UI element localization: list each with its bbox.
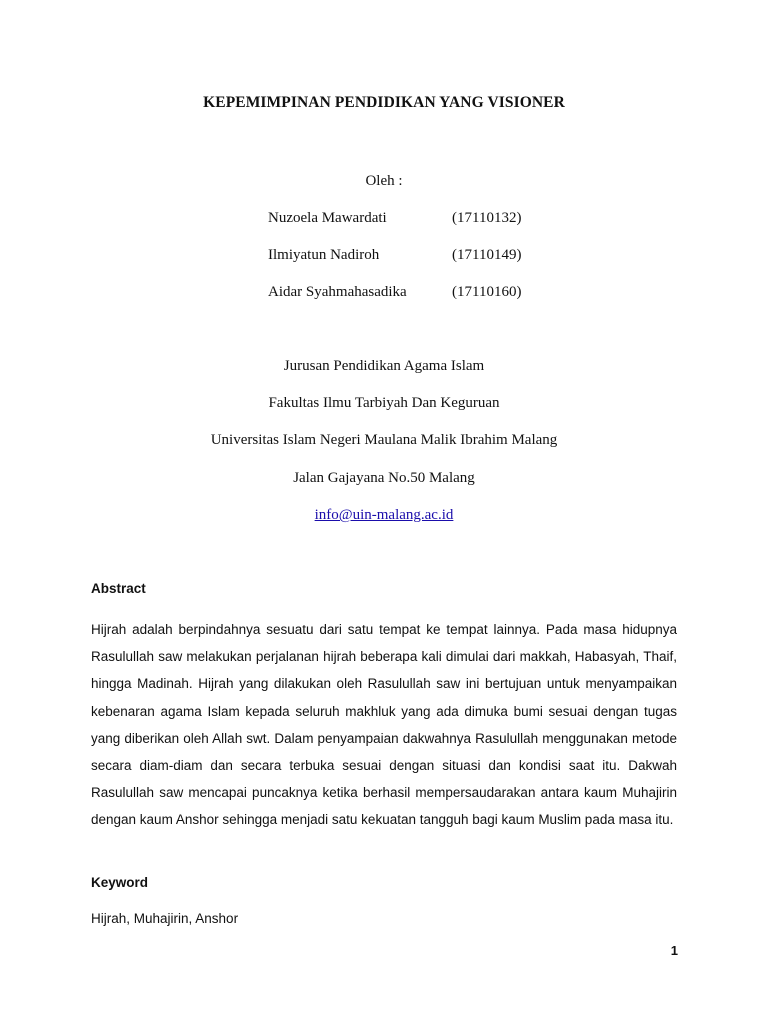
department: Jurusan Pendidikan Agama Islam (283, 358, 485, 374)
author-nim: (17110149) (452, 247, 522, 263)
keywords-list: Hijrah, Muhajirin, Anshor (91, 911, 239, 926)
address: Jalan Gajayana No.50 Malang (293, 470, 475, 486)
author-name: Ilmiyatun Nadiroh (268, 247, 380, 263)
keyword-heading: Keyword (91, 875, 149, 890)
email-line (0, 507, 768, 524)
by-label: Oleh : (365, 173, 403, 189)
abstract-body: Hijrah adalah berpindahnya sesuatu dari satu tempat ke tempat lainnya. Pada masa hidupnya Rasulullah saw melakukan perjalanan hijrah beberapa kali dimulai dari makkah, Habasyah, Thaif, hingga Madinah. Hijrah yang dilakukan oleh Rasulullah saw ini bertujuan untuk menyampaikan kebenaran agama Islam kepada seluruh makhluk yang ada dimuka bumi sesuai dengan tugas yang diberikan oleh Allah swt. Dalam penyampaian dakwahnya Rasulullah menggunakan metode secara diam-diam dan secara terbuka sesuai dengan situasi dan kondisi saat itu. Dakwah Rasulullah saw mencapai puncaknya ketika berhasil mempersaudarakan antara kaum Muhajirin dengan kaum Anshor sehingga menjadi satu kekuatan tangguh bagi kaum Muslim pada masa itu. (91, 622, 677, 828)
author-nim: (17110132) (452, 210, 522, 226)
author-nim: (17110160) (452, 284, 522, 300)
page-number: 1 (670, 943, 678, 958)
document-title: KEPEMIMPINAN PENDIDIKAN YANG VISIONER (203, 94, 565, 111)
faculty: Fakultas Ilmu Tarbiyah Dan Keguruan (268, 395, 500, 411)
author-name: Nuzoela Mawardati (268, 210, 387, 226)
author-name: Aidar Syahmahasadika (268, 284, 407, 300)
email-link[interactable]: info@uin-malang.ac.id (314, 507, 454, 523)
university: Universitas Islam Negeri Maulana Malik Ibrahim Malang (210, 432, 558, 448)
abstract-heading: Abstract (91, 581, 146, 596)
